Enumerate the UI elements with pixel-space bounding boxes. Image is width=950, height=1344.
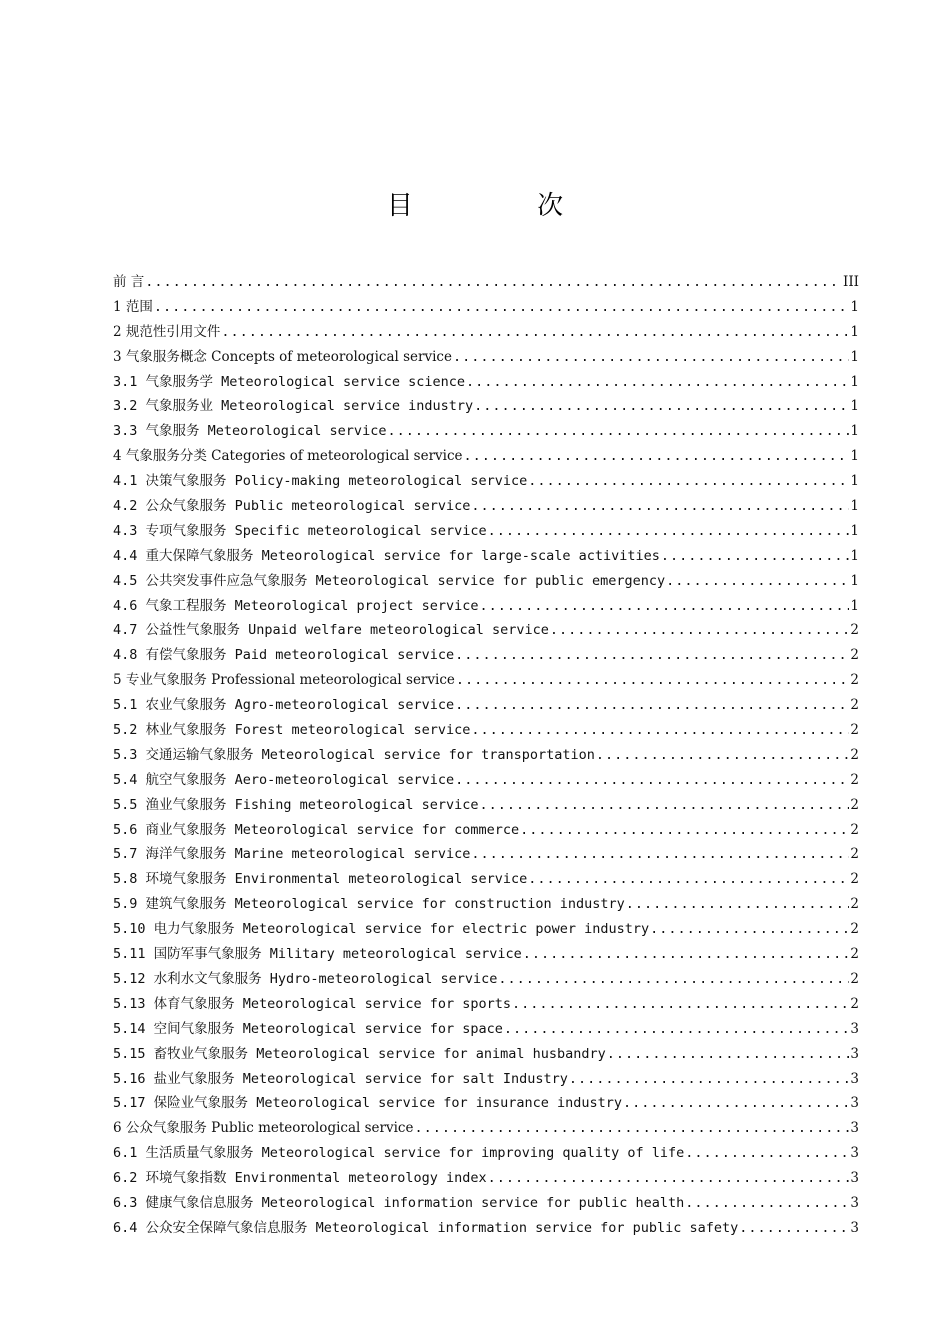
dot-leader: [523, 942, 850, 967]
toc-entry-label: 1 范围: [113, 298, 153, 315]
toc-entry-label: 3 气象服务概念 Concepts of meteorological service: [113, 348, 452, 365]
dot-leader: [414, 1116, 849, 1141]
toc-entry-label: 5.9 建筑气象服务 Meteorological service for construction industry: [113, 896, 625, 913]
dot-leader: [626, 892, 850, 917]
dot-leader: [474, 394, 849, 419]
toc-entry[interactable]: [113, 718, 859, 743]
dot-leader: [466, 370, 849, 395]
toc-entry-label: 6.4 公众安全保障气象信息服务 Meteorological information service for public safety: [113, 1219, 739, 1236]
toc-entry-page-number: 2: [850, 722, 859, 739]
toc-entry-label: 4.6 气象工程服务 Meteorological project service: [113, 597, 479, 614]
toc-entry-page-number: 2: [850, 796, 859, 813]
dot-leader: [569, 1067, 850, 1092]
toc-entry[interactable]: [113, 544, 859, 569]
dot-leader: [455, 768, 849, 793]
toc-entry-label: 4.8 有偿气象服务 Paid meteorological service: [113, 647, 455, 664]
dot-leader: [528, 867, 849, 892]
toc-entry-label: 3.3 气象服务 Meteorological service: [113, 423, 387, 440]
toc-entry-label: 4.5 公共突发事件应急气象服务 Meteorological service for public emergency: [113, 572, 666, 589]
toc-entry-page-number: 1: [850, 547, 859, 564]
dot-leader: [504, 1017, 850, 1042]
toc-entry-page-number: 2: [850, 921, 859, 938]
dot-leader: [488, 519, 850, 544]
toc-entry-page-number: 1: [850, 448, 859, 465]
toc-entry-label: 5.7 海洋气象服务 Marine meteorological service: [113, 846, 471, 863]
toc-entry-page-number: 2: [850, 995, 859, 1012]
toc-entry[interactable]: [113, 1191, 859, 1216]
toc-entry-label: 5.3 交通运输气象服务 Meteorological service for transportation: [113, 746, 595, 763]
toc-entry-page-number: 2: [850, 622, 859, 639]
dot-leader: [479, 793, 849, 818]
toc-entry-label: 5.1 农业气象服务 Agro-meteorological service: [113, 697, 455, 714]
toc-entry[interactable]: [113, 1017, 859, 1042]
toc-entry-label: 6.2 环境气象指数 Environmental meteorology index: [113, 1170, 487, 1187]
dot-leader: [221, 320, 849, 345]
toc-entry-page-number: 2: [850, 871, 859, 888]
toc-entry-page-number: 1: [850, 373, 859, 390]
toc-entry[interactable]: [113, 768, 859, 793]
toc-entry-page-number: 3: [850, 1170, 859, 1187]
toc-entry-label: 4.7 公益性气象服务 Unpaid welfare meteorological service: [113, 622, 549, 639]
toc-entry-label: 6 公众气象服务 Public meteorological service: [113, 1120, 414, 1137]
toc-entry-label: 5.10 电力气象服务 Meteorological service for electric power industry: [113, 921, 650, 938]
toc-entry[interactable]: [113, 867, 859, 892]
toc-entry[interactable]: [113, 1067, 859, 1092]
dot-leader: [488, 1166, 850, 1191]
toc-entry-page-number: 1: [850, 298, 859, 315]
toc-entry-page-number: 3: [850, 1020, 859, 1037]
toc-entry[interactable]: [113, 469, 859, 494]
toc-entry-label: 5.14 空间气象服务 Meteorological service for space: [113, 1020, 503, 1037]
toc-entry-page-number: 2: [850, 970, 859, 987]
toc-entry-page-number: 3: [850, 1095, 859, 1112]
toc-entry-label: 2 规范性引用文件: [113, 323, 221, 340]
toc-entry[interactable]: [113, 793, 859, 818]
dot-leader: [520, 818, 849, 843]
toc-entry[interactable]: [113, 270, 859, 295]
dot-leader: [471, 494, 849, 519]
toc-entry-page-number: 2: [850, 771, 859, 788]
toc-entry[interactable]: [113, 1216, 859, 1241]
table-of-contents: [113, 270, 859, 1241]
toc-entry[interactable]: [113, 494, 859, 519]
dot-leader: [685, 1191, 849, 1216]
toc-entry-label: 6.3 健康气象信息服务 Meteorological information service for public health: [113, 1194, 685, 1211]
toc-entry-label: 5 专业气象服务 Professional meteorological service: [113, 672, 455, 689]
dot-leader: [607, 1042, 850, 1067]
toc-entry[interactable]: [113, 519, 859, 544]
toc-entry-page-number: 2: [850, 697, 859, 714]
toc-entry-page-number: 2: [850, 647, 859, 664]
toc-entry-page-number: 3: [850, 1045, 859, 1062]
toc-entry-page-number: 1: [850, 323, 859, 340]
toc-entry-page-number: 1: [850, 572, 859, 589]
toc-entry[interactable]: [113, 594, 859, 619]
toc-entry[interactable]: [113, 618, 859, 643]
toc-entry[interactable]: [113, 842, 859, 867]
dot-leader: [471, 842, 849, 867]
toc-entry-page-number: 3: [850, 1219, 859, 1236]
toc-entry-page-number: 3: [850, 1070, 859, 1087]
toc-entry-label: 6.1 生活质量气象服务 Meteorological service for improving quality of life: [113, 1145, 685, 1162]
toc-entry-page-number: 3: [850, 1145, 859, 1162]
toc-entry-page-number: 1: [850, 348, 859, 365]
dot-leader: [550, 618, 850, 643]
toc-entry-label: 5.15 畜牧业气象服务 Meteorological service for animal husbandry: [113, 1045, 606, 1062]
toc-entry[interactable]: [113, 295, 859, 320]
toc-entry-page-number: 1: [850, 597, 859, 614]
toc-entry[interactable]: [113, 693, 859, 718]
toc-entry[interactable]: [113, 320, 859, 345]
toc-entry-page-number: 2: [850, 846, 859, 863]
dot-leader: [471, 718, 849, 743]
dot-leader: [455, 643, 849, 668]
toc-entry[interactable]: [113, 1091, 859, 1116]
toc-entry-label: 4.2 公众气象服务 Public meteorological service: [113, 498, 471, 515]
dot-leader: [623, 1091, 849, 1116]
dot-leader: [479, 594, 849, 619]
toc-entry[interactable]: [113, 370, 859, 395]
toc-entry-label: 4.3 专项气象服务 Specific meteorological service: [113, 522, 487, 539]
toc-entry-page-number: 3: [850, 1120, 859, 1137]
toc-entry[interactable]: [113, 394, 859, 419]
toc-entry-label: 5.16 盐业气象服务 Meteorological service for salt Industry: [113, 1070, 568, 1087]
toc-entry[interactable]: [113, 818, 859, 843]
toc-entry-page-number: 1: [850, 522, 859, 539]
toc-entry-label: 5.2 林业气象服务 Forest meteorological service: [113, 722, 471, 739]
toc-entry[interactable]: [113, 1042, 859, 1067]
toc-entry[interactable]: [113, 917, 859, 942]
dot-leader: [661, 544, 850, 569]
toc-entry-page-number: 2: [850, 896, 859, 913]
toc-entry-label: 5.17 保险业气象服务 Meteorological service for insurance industry: [113, 1095, 623, 1112]
toc-entry[interactable]: [113, 444, 859, 469]
toc-entry[interactable]: [113, 1166, 859, 1191]
toc-entry-label: 5.11 国防军事气象服务 Military meteorological service: [113, 946, 522, 963]
toc-entry[interactable]: [113, 668, 859, 693]
dot-leader: [685, 1141, 849, 1166]
dot-leader: [498, 967, 849, 992]
toc-entry-page-number: 1: [850, 423, 859, 440]
page-title: 目 次: [386, 191, 622, 221]
toc-entry-page-number: III: [843, 274, 859, 290]
toc-entry-label: 3.2 气象服务业 Meteorological service industry: [113, 398, 474, 415]
toc-entry-page-number: 1: [850, 498, 859, 515]
toc-entry[interactable]: [113, 992, 859, 1017]
toc-entry-label: 前 言: [113, 274, 145, 290]
toc-entry-page-number: 1: [850, 398, 859, 415]
toc-entry-label: 4 气象服务分类 Categories of meteorological service: [113, 448, 463, 465]
dot-leader: [739, 1216, 849, 1241]
dot-leader: [464, 444, 850, 469]
dot-leader: [455, 693, 849, 718]
toc-entry[interactable]: [113, 892, 859, 917]
toc-entry-label: 5.13 体育气象服务 Meteorological service for sports: [113, 995, 511, 1012]
toc-entry-label: 5.12 水利水文气象服务 Hydro-meteorological service: [113, 970, 498, 987]
dot-leader: [528, 469, 849, 494]
dot-leader: [596, 743, 850, 768]
toc-entry-label: 5.4 航空气象服务 Aero-meteorological service: [113, 771, 455, 788]
toc-entry-label: 4.4 重大保障气象服务 Meteorological service for large-scale activities: [113, 547, 660, 564]
dot-leader: [666, 569, 849, 594]
toc-entry[interactable]: [113, 942, 859, 967]
toc-entry[interactable]: [113, 643, 859, 668]
toc-entry-page-number: 2: [850, 746, 859, 763]
toc-entry[interactable]: [113, 743, 859, 768]
dot-leader: [453, 345, 849, 370]
toc-entry-label: 3.1 气象服务学 Meteorological service science: [113, 373, 465, 390]
dot-leader: [456, 668, 850, 693]
toc-entry[interactable]: [113, 967, 859, 992]
dot-leader: [512, 992, 849, 1017]
toc-entry-page-number: 1: [850, 473, 859, 490]
toc-entry[interactable]: [113, 1141, 859, 1166]
toc-entry[interactable]: [113, 1116, 859, 1141]
dot-leader: [650, 917, 849, 942]
toc-entry-label: 5.6 商业气象服务 Meteorological service for commerce: [113, 821, 520, 838]
toc-entry[interactable]: [113, 569, 859, 594]
dot-leader: [145, 270, 842, 295]
dot-leader: [387, 419, 849, 444]
toc-entry-label: 5.8 环境气象服务 Environmental meteorological service: [113, 871, 528, 888]
toc-entry-label: 5.5 渔业气象服务 Fishing meteorological service: [113, 796, 479, 813]
toc-entry-page-number: 2: [850, 672, 859, 689]
toc-entry[interactable]: [113, 345, 859, 370]
toc-entry-page-number: 2: [850, 946, 859, 963]
toc-entry-label: 4.1 决策气象服务 Policy-making meteorological service: [113, 473, 528, 490]
dot-leader: [154, 295, 850, 320]
toc-entry-page-number: 2: [850, 821, 859, 838]
toc-entry-page-number: 3: [850, 1194, 859, 1211]
toc-entry[interactable]: [113, 419, 859, 444]
